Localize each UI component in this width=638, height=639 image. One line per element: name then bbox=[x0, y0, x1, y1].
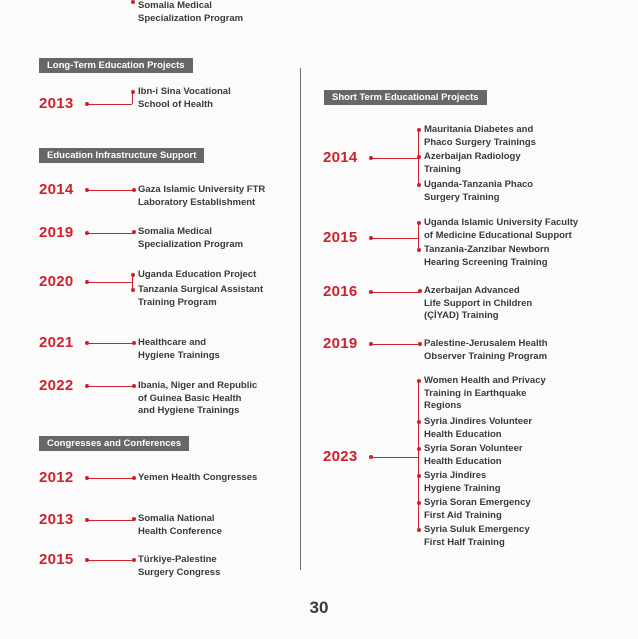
year-label: 2022 bbox=[39, 377, 74, 394]
connector-line bbox=[87, 190, 134, 191]
year-label: 2019 bbox=[323, 335, 358, 352]
column-divider bbox=[300, 68, 301, 570]
project-item: Syria Jindires Hygiene Training bbox=[424, 470, 501, 494]
connector-line bbox=[87, 520, 134, 521]
year-label: 2016 bbox=[323, 283, 358, 300]
project-item: Uganda Islamic University Faculty of Medicine Educational Support bbox=[424, 217, 579, 241]
connector-line bbox=[87, 343, 134, 344]
project-item: Tanzania Surgical Assistant Training Program bbox=[138, 284, 264, 308]
item-dot bbox=[131, 288, 135, 292]
year-label: 2023 bbox=[323, 448, 358, 465]
year-label: 2013 bbox=[39, 511, 74, 528]
item-dot bbox=[132, 230, 136, 234]
section-header-infrastructure: Education Infrastructure Support bbox=[39, 148, 204, 163]
item-dot bbox=[131, 273, 135, 277]
item-dot bbox=[132, 384, 136, 388]
item-dot bbox=[132, 341, 136, 345]
item-dot bbox=[417, 183, 421, 187]
connector-line bbox=[87, 560, 134, 561]
year-label: 2021 bbox=[39, 334, 74, 351]
year-label: 2013 bbox=[39, 95, 74, 112]
project-item: Azerbaijan Radiology Training bbox=[424, 151, 521, 175]
project-item: Somalia Medical Specialization Program bbox=[138, 0, 244, 24]
project-item: Türkiye-Palestine Surgery Congress bbox=[138, 554, 221, 578]
item-dot bbox=[417, 248, 421, 252]
project-item: Somalia Medical Specialization Program bbox=[138, 226, 244, 250]
item-dot bbox=[417, 128, 421, 132]
project-item: Mauritania Diabetes and Phaco Surgery Trainings bbox=[424, 124, 536, 148]
connector-line bbox=[87, 386, 134, 387]
section-header-long-term: Long-Term Education Projects bbox=[39, 58, 193, 73]
connector-line bbox=[371, 457, 418, 458]
connector-line bbox=[87, 104, 132, 105]
bracket-line bbox=[418, 381, 419, 530]
year-label: 2015 bbox=[39, 551, 74, 568]
project-item: Azerbaijan Advanced Life Support in Children (ÇİYAD) Training bbox=[424, 285, 533, 321]
project-item: Syria Suluk Emergency First Half Training bbox=[424, 524, 530, 548]
year-label: 2014 bbox=[39, 181, 74, 198]
connector-line bbox=[371, 238, 418, 239]
project-item: Somalia National Health Conference bbox=[138, 513, 222, 537]
project-item: Syria Soran Volunteer Health Education bbox=[424, 443, 523, 467]
item-dot bbox=[417, 501, 421, 505]
connector-line bbox=[371, 344, 420, 345]
item-dot bbox=[417, 474, 421, 478]
item-dot bbox=[132, 476, 136, 480]
section-header-congresses: Congresses and Conferences bbox=[39, 436, 189, 451]
year-label: 2019 bbox=[39, 224, 74, 241]
project-item: Palestine-Jerusalem Health Observer Training Program bbox=[424, 338, 548, 362]
item-dot bbox=[417, 155, 421, 159]
item-dot bbox=[131, 90, 135, 94]
connector-line bbox=[87, 478, 134, 479]
item-dot bbox=[132, 188, 136, 192]
year-label: 2014 bbox=[323, 149, 358, 166]
item-dot bbox=[418, 342, 422, 346]
connector-line bbox=[87, 282, 132, 283]
project-item: Uganda Education Project bbox=[138, 269, 257, 280]
section-header-short-term: Short Term Educational Projects bbox=[324, 90, 487, 105]
item-dot bbox=[131, 0, 135, 4]
project-item: Women Health and Privacy Training in Earthquake Regions bbox=[424, 375, 546, 411]
year-label: 2020 bbox=[39, 273, 74, 290]
bracket-line bbox=[418, 223, 419, 250]
project-item: Ibn-i Sina Vocational School of Health bbox=[138, 86, 231, 110]
year-label: 2015 bbox=[323, 229, 358, 246]
connector-line bbox=[371, 158, 418, 159]
project-item: Tanzania-Zanzibar Newborn Hearing Screening Training bbox=[424, 244, 550, 268]
page-number: 30 bbox=[309, 598, 329, 617]
project-item: Healthcare and Hygiene Trainings bbox=[138, 337, 220, 361]
project-item: Ibania, Niger and Republic of Guinea Basic Health and Hygiene Trainings bbox=[138, 380, 258, 416]
project-item: Uganda-Tanzania Phaco Surgery Training bbox=[424, 179, 534, 203]
project-item: Yemen Health Congresses bbox=[138, 472, 258, 483]
item-dot bbox=[417, 420, 421, 424]
item-dot bbox=[418, 289, 422, 293]
year-label: 2012 bbox=[39, 469, 74, 486]
item-dot bbox=[132, 517, 136, 521]
project-item: Syria Jindires Volunteer Health Education bbox=[424, 416, 533, 440]
connector-line bbox=[371, 292, 420, 293]
item-dot bbox=[417, 528, 421, 532]
project-item: Gaza Islamic University FTR Laboratory Establishment bbox=[138, 184, 266, 208]
connector-line bbox=[87, 233, 134, 234]
item-dot bbox=[417, 447, 421, 451]
item-dot bbox=[417, 379, 421, 383]
project-item: Syria Soran Emergency First Aid Training bbox=[424, 497, 531, 521]
item-dot bbox=[417, 221, 421, 225]
item-dot bbox=[132, 558, 136, 562]
